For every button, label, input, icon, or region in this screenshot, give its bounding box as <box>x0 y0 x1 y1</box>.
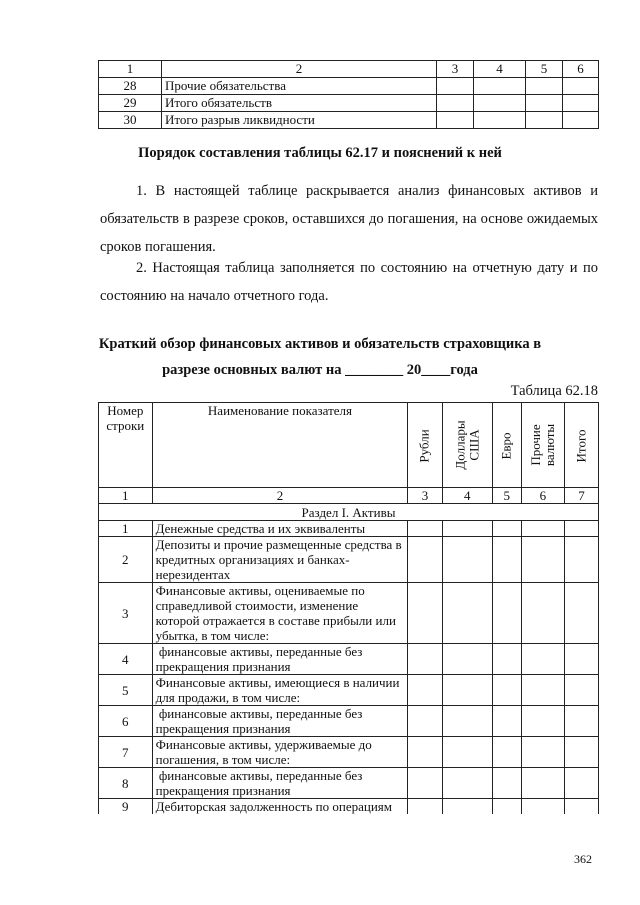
header-cell: 1 <box>99 61 162 78</box>
empty-cell <box>408 799 442 815</box>
header-eur-text: Евро <box>498 431 514 460</box>
empty-cell <box>563 78 599 95</box>
empty-cell <box>565 768 599 799</box>
empty-cell <box>565 521 599 537</box>
column-number-row <box>99 488 599 504</box>
empty-cell <box>565 583 599 644</box>
empty-cell <box>474 78 526 95</box>
table-title-line-1: Краткий обзор финансовых активов и обязательств страховщика в <box>98 336 542 352</box>
row-number: 6 <box>99 706 153 737</box>
empty-cell <box>408 537 442 583</box>
column-number: 3 <box>408 488 442 504</box>
section-heading: Порядок составления таблицы 62.17 и пояснений к ней <box>138 145 502 161</box>
empty-cell <box>521 768 564 799</box>
header-other-line2: валюты <box>541 423 557 467</box>
row-label: финансовые активы, переданные без прекращения признания <box>152 706 408 737</box>
page-number: 362 <box>574 852 592 866</box>
empty-cell <box>408 583 442 644</box>
empty-cell <box>408 706 442 737</box>
empty-cell <box>521 644 564 675</box>
empty-cell <box>526 112 563 129</box>
column-number: 6 <box>521 488 564 504</box>
section-row <box>99 504 599 521</box>
column-number: 2 <box>152 488 408 504</box>
table-row <box>99 706 599 737</box>
column-number: 7 <box>565 488 599 504</box>
row-number: 9 <box>99 799 153 815</box>
empty-cell <box>474 95 526 112</box>
header-total-text: Итого <box>573 429 589 462</box>
empty-cell <box>442 583 492 644</box>
row-number: 29 <box>99 95 162 112</box>
header-cell: 6 <box>563 61 599 78</box>
header-other-text <box>529 424 557 466</box>
paragraph-2 <box>100 254 598 310</box>
header-cell: 2 <box>162 61 437 78</box>
row-label: Дебиторская задолженность по операциям <box>152 799 408 815</box>
empty-cell <box>492 737 521 768</box>
row-label: Финансовые активы, удерживаемые до погашения, в том числе: <box>152 737 408 768</box>
empty-cell <box>492 521 521 537</box>
empty-cell <box>437 78 474 95</box>
empty-cell <box>492 768 521 799</box>
empty-cell <box>492 706 521 737</box>
empty-cell <box>521 737 564 768</box>
table-header-row <box>99 403 599 488</box>
table-row <box>99 737 599 768</box>
empty-cell <box>526 95 563 112</box>
row-number: 2 <box>99 537 153 583</box>
row-number: 7 <box>99 737 153 768</box>
empty-cell <box>492 675 521 706</box>
empty-cell <box>521 675 564 706</box>
empty-cell <box>442 521 492 537</box>
assets-table <box>98 402 599 814</box>
empty-cell <box>563 95 599 112</box>
header-cell: 5 <box>526 61 563 78</box>
empty-cell <box>408 644 442 675</box>
empty-cell <box>521 706 564 737</box>
empty-cell <box>565 737 599 768</box>
table-row <box>99 583 599 644</box>
empty-cell <box>565 537 599 583</box>
row-label: Итого обязательств <box>162 95 437 112</box>
empty-cell <box>442 737 492 768</box>
header-cell: 4 <box>474 61 526 78</box>
header-usd-line1: Доллары <box>452 420 468 470</box>
continued-table <box>98 60 599 129</box>
table-row <box>99 799 599 815</box>
table-row <box>99 78 599 95</box>
row-number: 4 <box>99 644 153 675</box>
table-row <box>99 112 599 129</box>
empty-cell <box>563 112 599 129</box>
empty-cell <box>408 521 442 537</box>
empty-cell <box>521 799 564 815</box>
empty-cell <box>521 521 564 537</box>
empty-cell <box>408 675 442 706</box>
empty-cell <box>474 112 526 129</box>
row-number: 1 <box>99 521 153 537</box>
empty-cell <box>526 78 563 95</box>
table-row <box>99 644 599 675</box>
header-usd <box>442 403 492 488</box>
empty-cell <box>492 799 521 815</box>
empty-cell <box>442 537 492 583</box>
header-other-line1: Прочие <box>527 424 543 466</box>
header-other <box>521 403 564 488</box>
row-number: 30 <box>99 112 162 129</box>
paragraph-1-text: 1. В настоящей таблице раскрывается анализ финансовых активов и обязательств в разрезе сроков, оставшихся до погашения, на основе ожидаемых сроков погашения. <box>100 183 598 255</box>
table-row <box>99 537 599 583</box>
empty-cell <box>492 583 521 644</box>
empty-cell <box>437 112 474 129</box>
header-eur <box>492 403 521 488</box>
section-title: Раздел I. Активы <box>99 504 599 521</box>
table-row <box>99 521 599 537</box>
empty-cell <box>437 95 474 112</box>
empty-cell <box>442 799 492 815</box>
empty-cell <box>492 644 521 675</box>
header-total <box>565 403 599 488</box>
table-row <box>99 95 599 112</box>
table-caption: Таблица 62.18 <box>510 383 598 399</box>
header-rub <box>408 403 442 488</box>
row-label: Денежные средства и их эквиваленты <box>152 521 408 537</box>
empty-cell <box>408 737 442 768</box>
table-row <box>99 768 599 799</box>
empty-cell <box>442 706 492 737</box>
empty-cell <box>408 768 442 799</box>
paragraph-2-text: 2. Настоящая таблица заполняется по состоянию на отчетную дату и по состоянию на начало отчетного года. <box>100 260 598 304</box>
row-number: 5 <box>99 675 153 706</box>
empty-cell <box>442 768 492 799</box>
empty-cell <box>565 644 599 675</box>
empty-cell <box>565 799 599 815</box>
header-indicator-name: Наименование показателя <box>152 403 408 488</box>
header-usd-line2: США <box>466 429 482 461</box>
empty-cell <box>521 583 564 644</box>
row-number: 3 <box>99 583 153 644</box>
row-label: финансовые активы, переданные без прекращения признания <box>152 768 408 799</box>
empty-cell <box>492 537 521 583</box>
row-label: финансовые активы, переданные без прекращения признания <box>152 644 408 675</box>
header-cell: 3 <box>437 61 474 78</box>
table-row <box>99 675 599 706</box>
empty-cell <box>565 706 599 737</box>
header-usd-text <box>453 420 481 469</box>
column-number: 1 <box>99 488 153 504</box>
header-rub-text: Рубли <box>416 428 432 463</box>
empty-cell <box>442 675 492 706</box>
row-label: Финансовые активы, имеющиеся в наличии для продажи, в том числе: <box>152 675 408 706</box>
row-label: Депозиты и прочие размещенные средства в кредитных организациях и банках-нерезидентах <box>152 537 408 583</box>
table-header-row <box>99 61 599 78</box>
row-label: Финансовые активы, оцениваемые по справедливой стоимости, изменение которой отражается в составе прибыли или убытка, в том числе: <box>152 583 408 644</box>
empty-cell <box>565 675 599 706</box>
empty-cell <box>521 537 564 583</box>
row-number: 28 <box>99 78 162 95</box>
paragraph-1 <box>100 177 598 261</box>
column-number: 5 <box>492 488 521 504</box>
row-number: 8 <box>99 768 153 799</box>
table-title-line-2: разрезе основных валют на ________ 20____года <box>162 362 478 378</box>
row-label: Итого разрыв ликвидности <box>162 112 437 129</box>
row-label: Прочие обязательства <box>162 78 437 95</box>
header-row-number: Номер строки <box>99 403 153 488</box>
column-number: 4 <box>442 488 492 504</box>
empty-cell <box>442 644 492 675</box>
